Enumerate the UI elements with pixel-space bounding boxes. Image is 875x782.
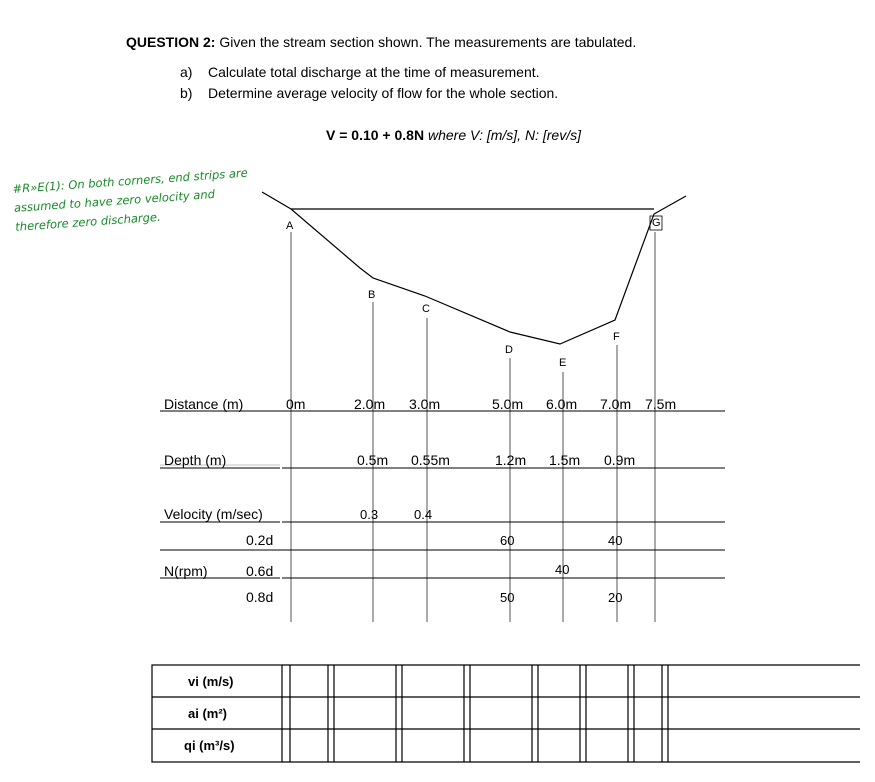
point-label-c: C (422, 303, 430, 315)
depth-value: 0.9m (604, 452, 636, 468)
distance-value: 3.0m (409, 396, 441, 412)
result-row-qi: qi (m³/s) (184, 738, 235, 753)
part-a-marker: a) (180, 64, 193, 80)
n-value-0-8d: 50 (500, 590, 515, 605)
row-label-0-6d: 0.6d (246, 563, 274, 579)
depth-value: 1.2m (495, 452, 527, 468)
depth-value: 0.5m (357, 452, 389, 468)
formula-equation: V = 0.10 + 0.8N (326, 127, 425, 143)
point-label-a: A (286, 220, 294, 232)
point-label-f: F (613, 331, 620, 343)
n-value-0-8d: 20 (608, 590, 623, 605)
point-label-g: G (652, 217, 661, 229)
formula-units: where V: [m/s], N: [rev/s] (427, 127, 581, 143)
distance-value: 7.5m (645, 396, 677, 412)
row-label-0-2d: 0.2d (246, 532, 274, 548)
result-row-vi: vi (m/s) (188, 674, 234, 689)
question-number: QUESTION 2: (126, 34, 216, 50)
depth-value: 1.5m (549, 452, 581, 468)
point-label-b: B (368, 289, 376, 301)
row-label-distance: Distance (m) (164, 396, 244, 412)
vertical-lines (291, 232, 655, 622)
depth-value: 0.55m (411, 452, 450, 468)
distance-value: 7.0m (600, 396, 632, 412)
n-value-0-2d: 40 (608, 533, 623, 548)
distance-value: 2.0m (354, 396, 386, 412)
velocity-value: 0.3 (360, 507, 379, 522)
point-label-d: D (505, 344, 513, 356)
handwritten-note: #R»E(1): On both corners, end strips are assumed to have zero velocity and therefore zero discharge. (12, 165, 249, 234)
n-value-0-2d: 60 (500, 533, 515, 548)
channel-bed-profile (262, 192, 686, 344)
distance-value: 0m (286, 396, 306, 412)
result-row-ai: ai (m²) (188, 706, 227, 721)
row-label-depth: Depth (m) (164, 452, 227, 468)
question-text: Given the stream section shown. The measurements are tabulated. (219, 34, 637, 50)
point-label-e: E (559, 357, 567, 369)
part-a-text: Calculate total discharge at the time of measurement. (208, 64, 540, 80)
row-label-n-rpm: N(rpm) (164, 563, 208, 579)
part-b-text: Determine average velocity of flow for the whole section. (208, 85, 559, 101)
part-b-marker: b) (180, 85, 193, 101)
distance-value: 6.0m (546, 396, 578, 412)
result-table-grid (152, 665, 860, 762)
distance-value: 5.0m (492, 396, 524, 412)
row-label-0-8d: 0.8d (246, 589, 274, 605)
row-label-velocity: Velocity (m/sec) (164, 506, 263, 522)
n-value-0-6d: 40 (555, 562, 570, 577)
velocity-value: 0.4 (414, 507, 433, 522)
